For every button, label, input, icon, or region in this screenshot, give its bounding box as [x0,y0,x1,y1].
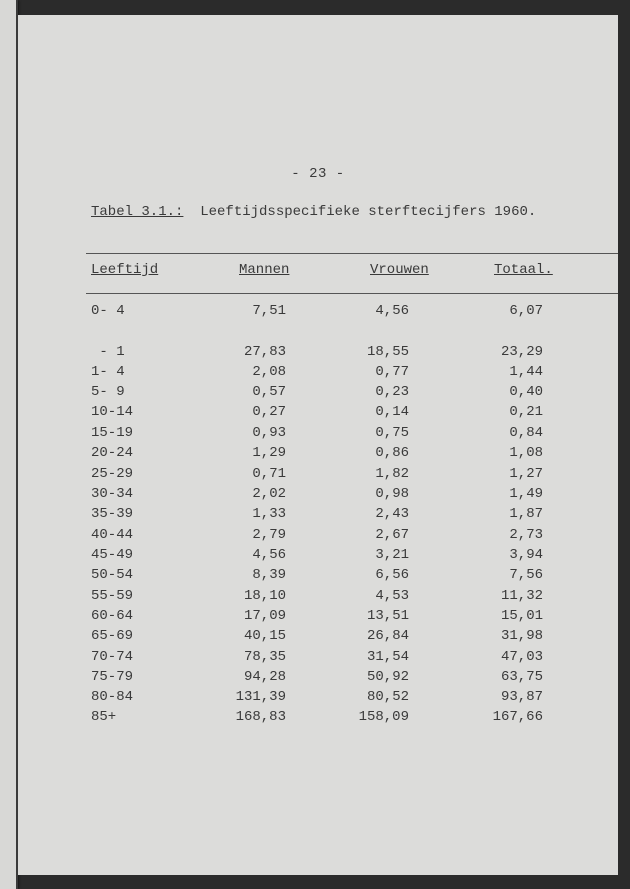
cell-women: 18,55 [366,344,409,360]
cell-total: 1,44 [509,364,543,380]
header-total: Totaal. [494,262,553,278]
table-row [18,486,618,506]
cell-age: 45-49 [91,547,134,563]
cell-men: 0,93 [252,425,286,441]
table-row [18,669,618,689]
table-row [18,466,618,486]
cell-men: 2,02 [252,486,286,502]
cell-men: 78,35 [243,649,286,665]
cell-age: 30-34 [91,486,134,502]
table-caption-text: Leeftijdsspecifieke sterftecijfers 1960. [183,204,537,220]
cell-women: 0,77 [375,364,409,380]
table-row [18,445,618,465]
page-number: - 23 - [291,166,345,182]
cell-total: 0,40 [509,384,543,400]
cell-age: 50-54 [91,567,134,583]
cell-women: 0,23 [375,384,409,400]
header-men: Mannen [239,262,290,278]
document-page [18,15,618,875]
cell-women: 2,67 [375,527,409,543]
table-header-rule [86,293,618,294]
table-row [18,364,618,384]
cell-age: 10-14 [91,404,134,420]
cell-total: 167,66 [492,709,543,725]
cell-men: 0,71 [252,466,286,482]
cell-age: 70-74 [91,649,134,665]
cell-total: 2,73 [509,527,543,543]
table-row [18,527,618,547]
cell-age: 60-64 [91,608,134,624]
cell-total: 93,87 [500,689,543,705]
table-row [18,303,618,323]
cell-total: 63,75 [500,669,543,685]
cell-age: 5- 9 [91,384,125,400]
cell-men: 27,83 [243,344,286,360]
cell-women: 1,82 [375,466,409,482]
cell-total: 15,01 [500,608,543,624]
cell-women: 0,75 [375,425,409,441]
cell-women: 4,56 [375,303,409,319]
cell-men: 0,57 [252,384,286,400]
cell-age: 15-19 [91,425,134,441]
table-row [18,689,618,709]
cell-age: 20-24 [91,445,134,461]
cell-total: 7,56 [509,567,543,583]
table-row [18,649,618,669]
cell-men: 40,15 [243,628,286,644]
cell-age: 1- 4 [91,364,125,380]
cell-women: 50,92 [366,669,409,685]
cell-men: 1,29 [252,445,286,461]
table-top-rule [86,253,618,254]
cell-total: 0,84 [509,425,543,441]
table-row [18,608,618,628]
cell-total: 31,98 [500,628,543,644]
cell-women: 3,21 [375,547,409,563]
cell-age: - 1 [91,344,125,360]
cell-total: 3,94 [509,547,543,563]
cell-total: 6,07 [509,303,543,319]
cell-women: 0,98 [375,486,409,502]
table-row [18,709,618,729]
table-row [18,567,618,587]
cell-men: 7,51 [252,303,286,319]
cell-total: 47,03 [500,649,543,665]
cell-total: 1,87 [509,506,543,522]
cell-total: 1,49 [509,486,543,502]
cell-women: 13,51 [366,608,409,624]
cell-men: 0,27 [252,404,286,420]
table-row [18,425,618,445]
cell-women: 6,56 [375,567,409,583]
cell-age: 40-44 [91,527,134,543]
adjacent-page-edge [0,0,18,889]
cell-women: 0,86 [375,445,409,461]
table-row [18,344,618,364]
cell-age: 85+ [91,709,117,725]
cell-women: 0,14 [375,404,409,420]
table-caption-label: Tabel 3.1.: [91,204,184,220]
table-row [18,506,618,526]
cell-total: 1,08 [509,445,543,461]
cell-age: 0- 4 [91,303,125,319]
cell-age: 80-84 [91,689,134,705]
cell-men: 168,83 [235,709,286,725]
table-row [18,404,618,424]
cell-total: 1,27 [509,466,543,482]
table-row [18,384,618,404]
header-age: Leeftijd [91,262,159,278]
cell-women: 4,53 [375,588,409,604]
cell-men: 8,39 [252,567,286,583]
header-women: Vrouwen [370,262,429,278]
cell-men: 2,08 [252,364,286,380]
table-caption [91,204,536,220]
cell-women: 31,54 [366,649,409,665]
cell-age: 25-29 [91,466,134,482]
cell-women: 158,09 [358,709,409,725]
cell-men: 131,39 [235,689,286,705]
cell-women: 26,84 [366,628,409,644]
cell-men: 1,33 [252,506,286,522]
cell-total: 11,32 [500,588,543,604]
table-row [18,628,618,648]
table-row [18,588,618,608]
cell-women: 2,43 [375,506,409,522]
cell-age: 55-59 [91,588,134,604]
cell-age: 65-69 [91,628,134,644]
cell-age: 75-79 [91,669,134,685]
cell-total: 0,21 [509,404,543,420]
cell-men: 94,28 [243,669,286,685]
cell-men: 17,09 [243,608,286,624]
table-row [18,547,618,567]
cell-men: 4,56 [252,547,286,563]
cell-total: 23,29 [500,344,543,360]
cell-men: 18,10 [243,588,286,604]
cell-women: 80,52 [366,689,409,705]
cell-men: 2,79 [252,527,286,543]
cell-age: 35-39 [91,506,134,522]
